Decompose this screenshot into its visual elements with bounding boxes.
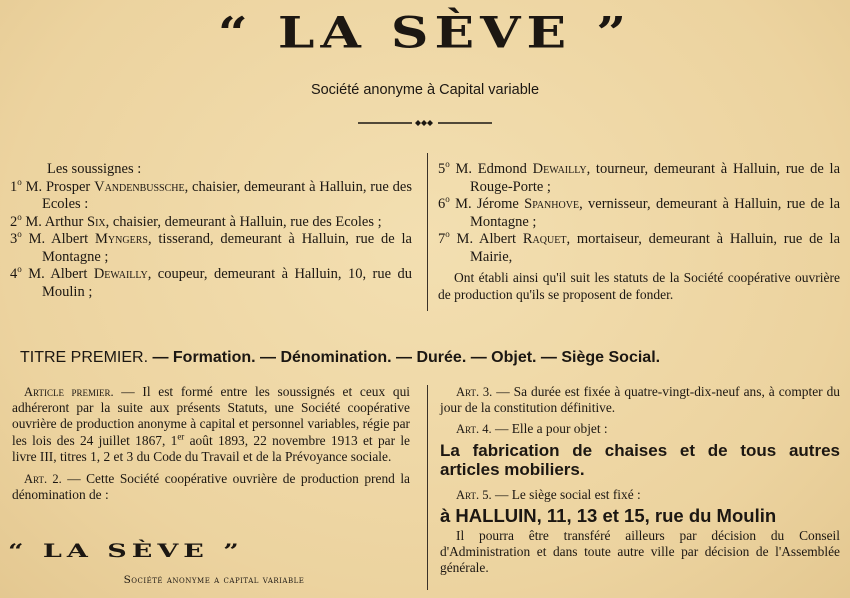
signatory-item: 5$^o$ M. Edmond Dewailly, tourneur, demeurant à Halluin, rue de la Rouge-Porte ;	[438, 159, 841, 195]
section-heading-titre: TITRE PREMIER.	[20, 349, 149, 366]
column-divider	[427, 385, 428, 590]
article-3: Art. 3. — Sa durée est fixée à quatre-vingt-dix-neuf ans, à compter du jour de la constitution définitive.	[440, 384, 840, 416]
signatory-item: 3$^o$ M. Albert Myngers, tisserand, demeurant à Halluin, rue de la Montagne ;	[10, 229, 412, 265]
articles-right-column	[440, 384, 840, 577]
signatory-item: 4$^o$ M. Albert Dewailly, coupeur, demeurant à Halluin, 10, rue du Moulin ;	[10, 264, 412, 300]
signatory-item: 7$^o$ M. Albert Raquet, mortaiseur, demeurant à Halluin, rue de la Mairie,	[438, 229, 841, 265]
signatory-item: 1$^o$ M. Prosper Vandenbussche, chaisier, demeurant à Halluin, rue des Ecoles :	[10, 176, 412, 212]
signatory-item: 6$^o$ M. Jérome Spanhove, vernisseur, demeurant à Halluin, rue de la Montagne ;	[438, 194, 841, 230]
signatories-right-column	[438, 161, 840, 303]
article-5-address: à HALLUIN, 11, 13 et 15, rue du Moulin	[440, 504, 777, 526]
article-2-society-subtitle: Société anonyme a capital variable	[123, 574, 305, 586]
signatories-left-column	[10, 161, 412, 301]
article-4: Art. 4. — Elle a pour objet :	[456, 421, 608, 437]
article-2: Art. 2. — Cette Société coopérative ouvrière de production prend la dénomination de :	[12, 471, 410, 503]
article-2-society-name: “ LA SÈVE ”	[8, 540, 244, 562]
document-title: “ LA SÈVE ”	[217, 8, 633, 59]
section-heading	[20, 349, 840, 367]
signatories-intro: Les soussignes :	[47, 161, 142, 177]
articles-left-column	[12, 384, 410, 503]
signatory-item: 2$^o$ M. Arthur Six, chaisier, demeurant à Halluin, rue des Ecoles ;	[10, 211, 382, 230]
article-4-object: La fabrication de chaises et de tous autres articles mobiliers.	[440, 440, 840, 479]
column-divider	[427, 153, 428, 311]
article-5-note: Il pourra être transféré ailleurs par décision du Conseil d'Administration et dans toute autre ville par décision de l'Assemblée générale.	[440, 528, 840, 576]
article-1: Article premier. — Il est formé entre les soussignés et ceux qui adhéreront par la suite aux présents Statuts, une Société coopérative ouvrière de production anonyme à capital et personnel variables, régie par les lois des 24 juillet 1867, 1er août 1893, 22 novembre 1913 et par le livre III, titres 1, 2 et 3 du Code du Travail et de la Prévoyance sociale.	[12, 384, 410, 464]
document-subtitle: Société anonyme à Capital variable	[310, 82, 540, 98]
signatories-closing: Ont établi ainsi qu'il suit les statuts de la Société coopérative ouvrière de production qu'ils se proposent de fonder.	[438, 270, 840, 302]
article-5: Art. 5. — Le siège social est fixé :	[456, 486, 641, 502]
section-heading-subjects: — Formation. — Dénomination. — Durée. — Objet. — Siège Social.	[148, 349, 661, 366]
ornament-divider	[358, 117, 492, 129]
